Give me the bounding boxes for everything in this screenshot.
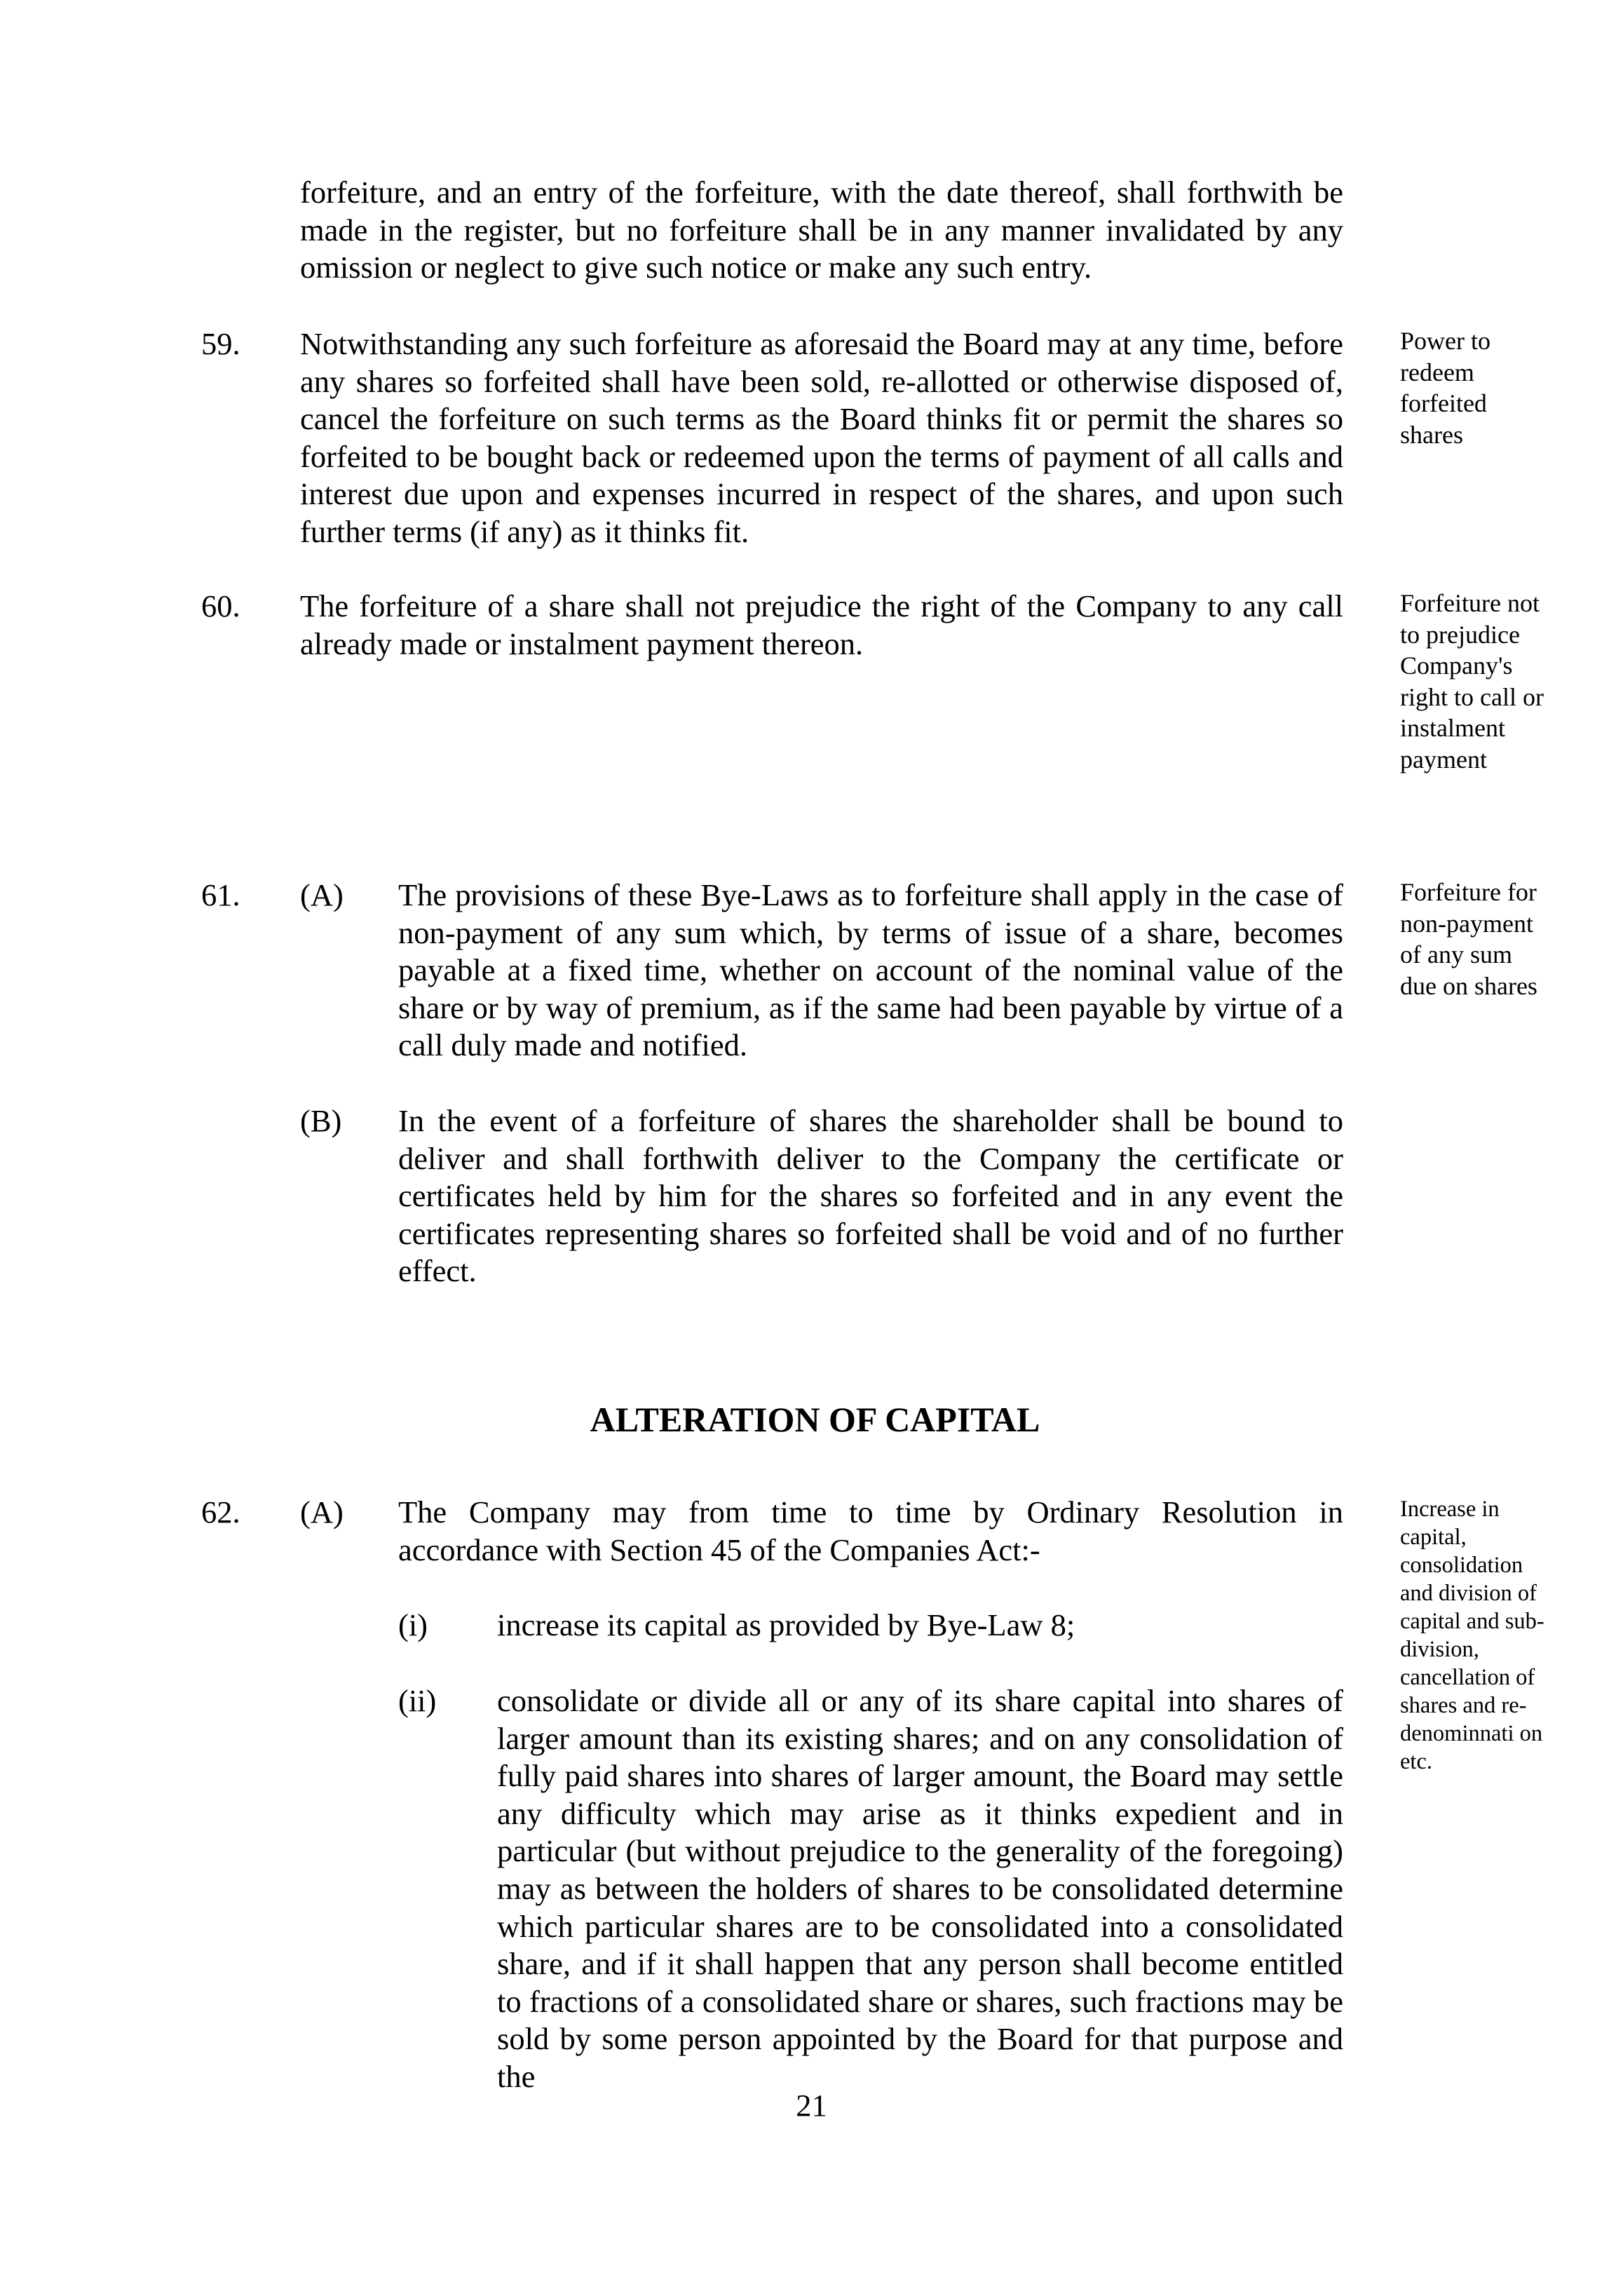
continuation-paragraph: forfeiture, and an entry of the forfeiture, with the date thereof, shall forthwith be made in the register, but no forfeiture shall be in any manner invalidated by any omission or neglect to give such notice or make any such entry. [300, 175, 1343, 285]
clause-61-b-label: (B) [300, 1103, 342, 1138]
clause-62-i-label: (i) [398, 1607, 428, 1642]
clause-61-a-label: (A) [300, 877, 344, 912]
clause-60-margin-note: Forfeiture not to prejudice Company's right to call or instalment payment [1400, 589, 1544, 774]
clause-62-number: 62. [201, 1494, 240, 1529]
clause-61-b-text: In the event of a forfeiture of shares the shareholder shall be bound to deliver and shall forthwith deliver to the Company the certificate or certificates held by him for the shares so forfeited and in any event the certificates representing shares so forfeited shall be void and of no further effect. [398, 1103, 1343, 1289]
clause-59-text: Notwithstanding any such forfeiture as aforesaid the Board may at any time, before any shares so forfeited shall have been sold, re-allotted or otherwise disposed of, cancel the forfeiture on such terms as the Board thinks fit or permit the shares so forfeited to be bought back or redeemed upon the terms of payment of all calls and interest due upon and expenses incurred in respect of the shares, and upon such further terms (if any) as it thinks fit. [300, 326, 1343, 549]
clause-62-a-text: The Company may from time to time by Ordinary Resolution in accordance with Section 45 of the Companies Act:- [398, 1494, 1343, 1567]
clause-60-number: 60. [201, 588, 240, 623]
clause-62-a-label: (A) [300, 1494, 344, 1529]
clause-61-number: 61. [201, 877, 240, 912]
clause-62-i-text: increase its capital as provided by Bye-Law 8; [497, 1607, 1075, 1642]
clause-60-text: The forfeiture of a share shall not prejudice the right of the Company to any call already made or instalment payment thereon. [300, 588, 1343, 661]
clause-59-number: 59. [201, 326, 240, 361]
clause-61-margin-note: Forfeiture for non-payment of any sum due on shares [1400, 878, 1537, 1000]
clause-62-ii-label: (ii) [398, 1683, 437, 1718]
page-number: 21 [796, 2088, 827, 2123]
clause-59-margin-note: Power to redeem forfeited shares [1400, 327, 1490, 449]
clause-62-ii-text: consolidate or divide all or any of its share capital into shares of larger amount than its existing shares; and on any consolidation of fully paid shares into shares of larger amount, the Board may settle any difficulty which may arise as it thinks expedient and in particular (but without prejudice to the generality of the foregoing) may as between the holders of shares to be consolidated determine which particular shares are to be consolidated into a consolidated share, and if it shall happen that any person shall become entitled to fractions of a consolidated share or shares, such fractions may be sold by some person appointed by the Board for that purpose and the [497, 1683, 1343, 2094]
clause-61-a-text: The provisions of these Bye-Laws as to forfeiture shall apply in the case of non-payment of any sum which, by terms of issue of a share, becomes payable at a fixed time, whether on account of the nominal value of the share or by way of premium, as if the same had been payable by virtue of a call duly made and notified. [398, 877, 1343, 1063]
clause-62-margin-note: Increase in capital, consolidation and division of capital and sub-division, cancellation of shares and re-denominnati on etc. [1400, 1497, 1544, 1774]
section-heading: ALTERATION OF CAPITAL [590, 1400, 1040, 1439]
